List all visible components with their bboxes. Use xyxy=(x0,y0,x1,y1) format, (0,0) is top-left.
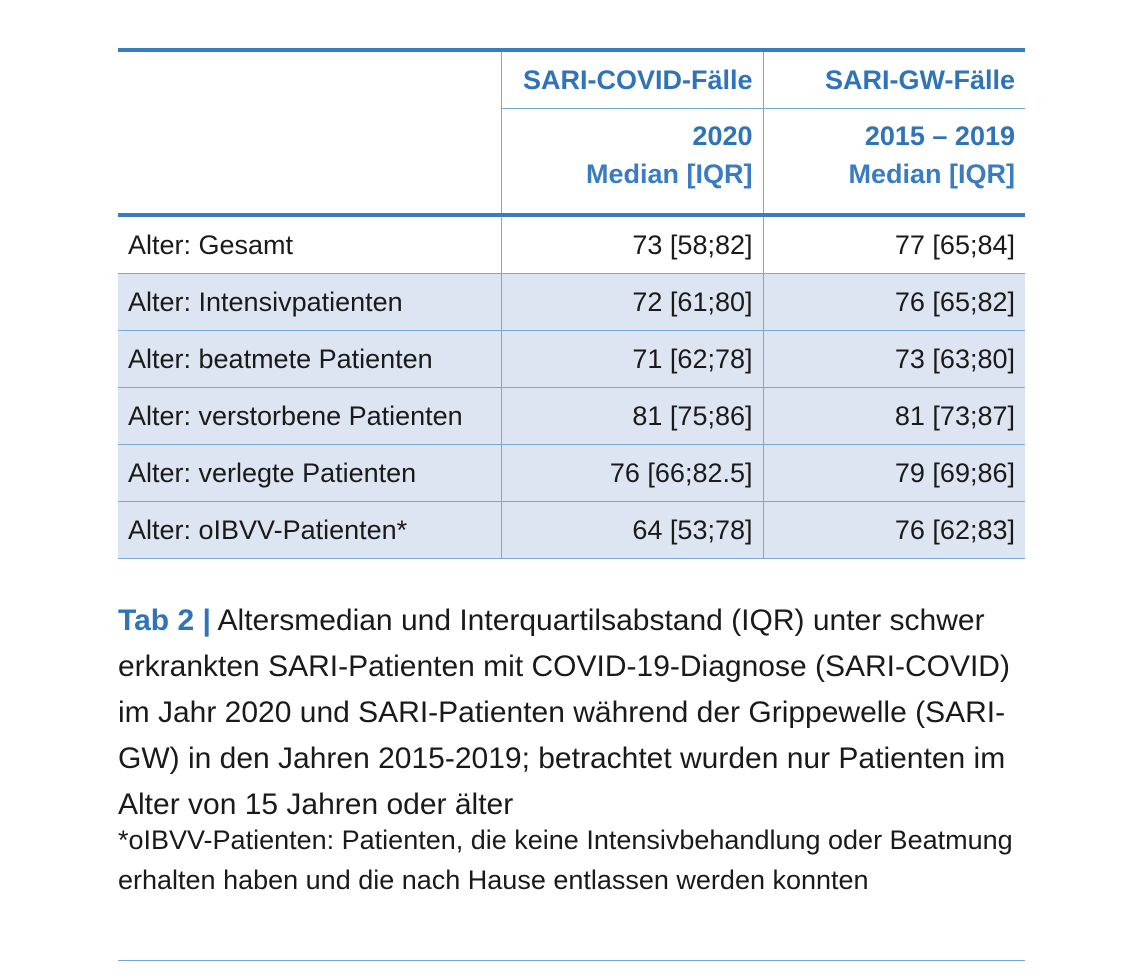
header-row-groups xyxy=(118,50,1025,109)
table-header xyxy=(118,50,1025,215)
table-row xyxy=(118,215,1025,274)
row-label: Alter: verstorbene Patienten xyxy=(118,388,501,445)
header-covid-year: 2020 xyxy=(692,121,753,151)
cell-sari-gw: 76 [62;83] xyxy=(763,502,1025,559)
cell-sari-covid: 71 [62;78] xyxy=(501,331,763,388)
row-label: Alter: Gesamt xyxy=(118,215,501,274)
caption-text: Altersmedian und Interquartilsabstand (IQR) unter schwer erkrankten SARI-Patienten mit COVID-19-Diagnose (SARI-COVID) im Jahr 2020 und SARI-Patienten während der Grippewelle (SARI-GW) in den Jahren 2015-2019; betrachtet wurden nur Patienten im Alter von 15 Jahren oder älter xyxy=(118,604,1010,821)
cell-sari-gw: 79 [69;86] xyxy=(763,445,1025,502)
header-blank-cell xyxy=(118,50,501,109)
table-row xyxy=(118,274,1025,331)
table-caption xyxy=(118,598,1018,828)
table-body xyxy=(118,215,1025,559)
header-gw-year: 2015 – 2019 xyxy=(864,121,1015,151)
header-sari-covid: SARI-COVID-Fälle xyxy=(501,50,763,109)
bottom-divider xyxy=(118,960,1025,961)
table-row xyxy=(118,331,1025,388)
cell-sari-gw: 81 [73;87] xyxy=(763,388,1025,445)
cell-sari-gw: 77 [65;84] xyxy=(763,215,1025,274)
cell-sari-covid: 81 [75;86] xyxy=(501,388,763,445)
cell-sari-covid: 73 [58;82] xyxy=(501,215,763,274)
header-covid-year-cell xyxy=(501,109,763,216)
header-gw-year-cell xyxy=(763,109,1025,216)
cell-sari-covid: 72 [61;80] xyxy=(501,274,763,331)
table-row xyxy=(118,388,1025,445)
header-row-years xyxy=(118,109,1025,216)
row-label: Alter: verlegte Patienten xyxy=(118,445,501,502)
row-label: Alter: Intensivpatienten xyxy=(118,274,501,331)
row-label: Alter: oIBVV-Patienten* xyxy=(118,502,501,559)
header-blank-cell-2 xyxy=(118,109,501,216)
caption-label: Tab 2 | xyxy=(118,604,211,637)
header-sari-gw: SARI-GW-Fälle xyxy=(763,50,1025,109)
cell-sari-gw: 73 [63;80] xyxy=(763,331,1025,388)
table-row xyxy=(118,445,1025,502)
row-label: Alter: beatmete Patienten xyxy=(118,331,501,388)
table-row xyxy=(118,502,1025,559)
age-median-table xyxy=(118,48,1025,559)
header-covid-stat: Median [IQR] xyxy=(586,159,753,189)
header-gw-stat: Median [IQR] xyxy=(848,159,1015,189)
cell-sari-covid: 64 [53;78] xyxy=(501,502,763,559)
data-table-container xyxy=(118,48,1025,559)
cell-sari-gw: 76 [65;82] xyxy=(763,274,1025,331)
table-footnote: *oIBVV-Patienten: Patienten, die keine Intensivbehandlung oder Beatmung erhalten haben und die nach Hause entlassen werden konnten xyxy=(118,825,1013,895)
cell-sari-covid: 76 [66;82.5] xyxy=(501,445,763,502)
